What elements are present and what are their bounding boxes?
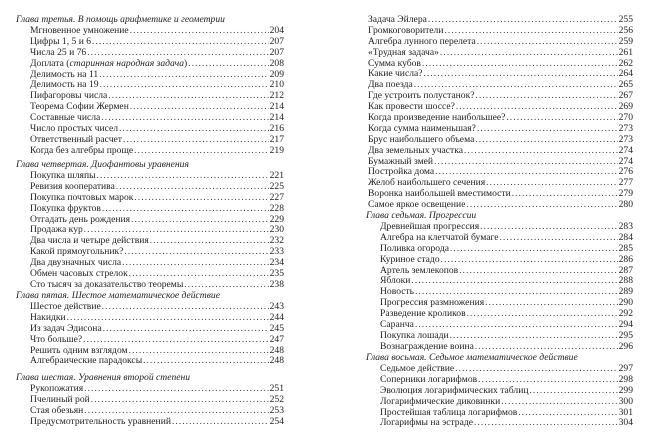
page-number: 285 xyxy=(618,242,633,254)
dot-leader xyxy=(103,323,269,334)
toc-entry xyxy=(368,188,633,199)
entry-title: Из задач Эдисона xyxy=(30,322,102,334)
toc-entry xyxy=(368,123,633,134)
entry-title: Вознаграждение воина xyxy=(380,340,474,352)
toc-entry xyxy=(30,58,284,69)
entry-title: Как провести шоссе? xyxy=(368,101,455,113)
entry-title: Логарифмы на эстраде xyxy=(380,417,473,429)
chapter-6-continued xyxy=(368,14,633,210)
dot-leader xyxy=(477,123,618,134)
toc-entry xyxy=(30,79,284,90)
page-number: 297 xyxy=(618,363,633,374)
entry-title: Решить одним взглядом xyxy=(30,344,128,356)
entry-subtitle: старинная народная задача xyxy=(69,57,185,69)
dot-leader xyxy=(129,268,269,279)
toc-entry xyxy=(380,286,633,297)
toc-entry xyxy=(368,25,633,36)
entry-list xyxy=(366,363,633,428)
dot-leader xyxy=(184,279,268,290)
page-number: 207 xyxy=(269,46,284,58)
dot-leader xyxy=(84,383,268,394)
page-number: 301 xyxy=(618,406,633,418)
chapter-title: Глава восьмая. Седьмое математическое действие xyxy=(366,352,578,363)
page-number: 243 xyxy=(269,301,284,312)
toc-entry xyxy=(368,14,633,25)
toc-entry xyxy=(380,297,633,308)
toc-entry xyxy=(30,394,284,405)
page-number: 229 xyxy=(269,213,284,225)
page-number: 300 xyxy=(618,395,633,407)
entry-title: Саранча xyxy=(380,319,414,331)
toc-entry xyxy=(30,203,284,214)
entry-title: Желоб наибольшего сечения xyxy=(368,177,486,189)
toc-entry xyxy=(30,235,284,246)
page-number: 216 xyxy=(269,123,284,135)
entry-list xyxy=(16,301,284,366)
toc-entry xyxy=(380,254,633,265)
entry-list xyxy=(16,383,284,427)
page-number: 247 xyxy=(269,333,284,345)
chapter-title: Глава седьмая. Прогрессии xyxy=(366,210,477,221)
dot-leader xyxy=(131,214,269,225)
dot-leader xyxy=(130,25,269,36)
dot-leader xyxy=(102,301,269,312)
toc-entry xyxy=(380,221,633,232)
dot-leader xyxy=(415,319,618,330)
page-number: 287 xyxy=(618,264,633,276)
page-number: 251 xyxy=(269,383,284,394)
page-number: 288 xyxy=(618,275,633,287)
entry-title: Цифры 1, 5 и 6 xyxy=(30,35,92,47)
page-number: 261 xyxy=(618,46,633,58)
entry-title: Делимость на 11 xyxy=(30,68,99,80)
dot-leader xyxy=(83,334,268,345)
page-number: 252 xyxy=(269,393,284,405)
dot-leader xyxy=(506,112,617,123)
dot-leader xyxy=(134,192,268,203)
toc-entry xyxy=(30,25,284,36)
entry-title: Постройка дома xyxy=(368,166,435,178)
page-number: 279 xyxy=(618,188,633,200)
toc-entry xyxy=(30,405,284,416)
toc-entry xyxy=(368,79,633,90)
dot-leader xyxy=(424,68,618,79)
toc-entry xyxy=(30,257,284,268)
chapter-title: Глава третья. В помощь арифметике и геометрии xyxy=(16,14,225,25)
toc-entry xyxy=(368,47,633,58)
entry-title: Числа 25 и 76 xyxy=(30,46,87,58)
entry-title: Логарифмические диковинки xyxy=(380,395,501,407)
page-number: 296 xyxy=(618,340,633,352)
entry-title: Делимость на 19 xyxy=(30,79,99,91)
entry-title: Два земельных участка xyxy=(368,144,464,156)
toc-entry xyxy=(30,90,284,101)
dot-leader xyxy=(512,188,618,199)
dot-leader xyxy=(92,36,269,47)
entry-title: Где устроить полустанок? xyxy=(368,90,475,102)
entry-title: Древнейшая прогрессия xyxy=(380,221,480,232)
page-number: 277 xyxy=(618,177,633,189)
entry-title: Брус наибольшего объема xyxy=(368,133,475,145)
toc-entry xyxy=(368,177,633,188)
entry-title: Пчелиный рой xyxy=(30,393,90,405)
dot-leader xyxy=(124,246,268,257)
entry-title: Покупка фруктов xyxy=(30,202,101,214)
entry-title: Когда произведение наибольшее? xyxy=(368,112,506,124)
toc-entry xyxy=(30,123,284,134)
dot-leader xyxy=(411,275,617,286)
dot-leader xyxy=(459,265,617,276)
toc-entry xyxy=(30,268,284,279)
entry-title: Артель землекопов xyxy=(380,264,459,276)
page-number: 204 xyxy=(269,25,284,36)
page-number: 245 xyxy=(269,322,284,334)
page-number: 292 xyxy=(618,308,633,320)
toc-entry xyxy=(30,134,284,145)
entry-title: Два двузначных числа xyxy=(30,257,122,269)
entry-title: Составные числа xyxy=(30,112,101,124)
chapter-7 xyxy=(366,210,633,352)
entry-title: Алгебра лунного перелета xyxy=(368,35,476,47)
dot-leader xyxy=(100,79,269,90)
dot-leader xyxy=(444,25,617,36)
entry-list xyxy=(368,14,633,210)
entry-title: Два числа и четыре действия xyxy=(30,235,149,247)
page-number: 286 xyxy=(618,253,633,265)
dot-leader xyxy=(119,123,269,134)
toc-entry xyxy=(30,312,284,323)
dot-leader xyxy=(529,385,617,396)
toc-entry xyxy=(380,330,633,341)
dot-leader xyxy=(435,166,617,177)
entry-title: Простейшая таблица логарифмов xyxy=(380,406,518,418)
dot-leader xyxy=(123,134,269,145)
dot-leader xyxy=(116,181,269,192)
toc-entry xyxy=(368,58,633,69)
chapter-4 xyxy=(16,159,284,290)
entry-title: Яблоки xyxy=(380,275,411,287)
entry-list xyxy=(16,25,284,156)
entry-title: Шестое действие xyxy=(30,301,101,312)
dot-leader xyxy=(467,308,618,319)
page-number: 230 xyxy=(269,224,284,236)
dot-leader xyxy=(475,341,618,352)
dot-leader xyxy=(450,330,618,341)
page-number: 264 xyxy=(618,68,633,80)
toc-entry xyxy=(30,246,284,257)
page-number: 210 xyxy=(269,79,284,91)
page-number: 235 xyxy=(269,268,284,280)
toc-entry xyxy=(30,69,284,80)
page-number: 228 xyxy=(269,202,284,214)
toc-entry xyxy=(30,224,284,235)
page-number: 289 xyxy=(618,286,633,298)
page-number: 255 xyxy=(618,14,633,25)
page-number: 248 xyxy=(269,355,284,367)
toc-entry xyxy=(368,101,633,112)
page-number: 232 xyxy=(269,235,284,247)
dot-leader xyxy=(428,14,618,25)
toc-entry xyxy=(30,36,284,47)
dot-leader xyxy=(84,405,268,416)
toc-entry xyxy=(368,145,633,156)
page-number: 212 xyxy=(269,90,284,102)
page-number: 280 xyxy=(618,199,633,211)
entry-title: Самое яркое освещение xyxy=(368,199,466,211)
dot-leader xyxy=(130,101,269,112)
page-number: 253 xyxy=(269,404,284,416)
entry-title: Покупка лошади xyxy=(380,329,449,341)
page-number: 298 xyxy=(618,373,633,385)
dot-leader xyxy=(415,286,618,297)
page-number: 276 xyxy=(618,166,633,178)
entry-title: Мгновенное умножение xyxy=(30,25,129,36)
page-number: 217 xyxy=(269,133,284,145)
page-number: 209 xyxy=(269,68,284,80)
dot-leader xyxy=(466,199,617,210)
entry-title: Покупка шляпы xyxy=(30,170,96,181)
entry-title: Предусмотрительность уравнений xyxy=(30,415,171,427)
entry-title: Что больше? xyxy=(30,333,83,345)
toc-entry xyxy=(30,355,284,366)
dot-leader xyxy=(188,58,268,69)
page-number: 221 xyxy=(269,170,284,181)
page-number: 248 xyxy=(269,344,284,356)
page-number: 273 xyxy=(618,122,633,134)
page-number: 284 xyxy=(618,231,633,243)
toc-entry xyxy=(368,156,633,167)
dot-leader xyxy=(422,58,618,69)
page-number: 256 xyxy=(618,24,633,36)
page-number: 295 xyxy=(618,329,633,341)
toc-entry xyxy=(380,417,633,428)
entry-title: Рукопожатия xyxy=(30,383,84,394)
entry-title: Алгебра на клетчатой бумаге xyxy=(380,231,499,243)
right-page xyxy=(330,0,659,444)
dot-leader xyxy=(129,345,269,356)
chapter-8 xyxy=(366,352,633,428)
page-number: 234 xyxy=(269,257,284,269)
entry-title: Сумма кубов xyxy=(368,57,421,69)
entry-title: Число простых чисел xyxy=(30,123,119,135)
dot-leader xyxy=(84,224,269,235)
toc-entry xyxy=(30,47,284,58)
entry-title: Теорема Софии Жермен xyxy=(30,101,129,113)
dot-leader xyxy=(101,112,268,123)
entry-title: Покупка почтовых марок xyxy=(30,191,134,203)
toc-entry xyxy=(30,170,284,181)
toc-entry xyxy=(30,416,284,427)
chapter-6 xyxy=(16,372,284,427)
page-number: 274 xyxy=(618,144,633,156)
toc-entry xyxy=(30,383,284,394)
entry-title: Какие числа? xyxy=(368,68,423,80)
dot-leader xyxy=(440,47,618,58)
dot-leader xyxy=(477,36,618,47)
toc-entry xyxy=(30,145,284,156)
entry-title: Отгадать день рождения xyxy=(30,213,131,225)
dot-leader xyxy=(102,203,269,214)
toc-entry xyxy=(30,112,284,123)
page-number: 225 xyxy=(269,180,284,192)
entry-title: Продажа кур xyxy=(30,224,83,236)
toc-entry xyxy=(380,308,633,319)
entry-list xyxy=(16,170,284,290)
entry-title: Два поезда xyxy=(368,79,413,91)
entry-title: Разведение кроликов xyxy=(380,308,466,320)
dot-leader xyxy=(485,297,617,308)
page-number: 214 xyxy=(269,101,284,113)
toc-entry xyxy=(368,134,633,145)
page-number: 270 xyxy=(618,112,633,124)
entry-title: Соперники логарифмов xyxy=(380,373,478,385)
chapter-3 xyxy=(16,14,284,156)
page-number: 265 xyxy=(618,79,633,91)
chapter-title: Глава шестая. Уравнения второй степени xyxy=(16,372,191,383)
dot-leader xyxy=(501,396,617,407)
toc-entry xyxy=(380,232,633,243)
page-number: 233 xyxy=(269,246,284,258)
entry-title: Эволюция логарифмических таблиц xyxy=(380,384,529,396)
dot-leader xyxy=(450,243,618,254)
dot-leader xyxy=(455,363,617,374)
toc-entry xyxy=(368,36,633,47)
toc-entry xyxy=(30,214,284,225)
dot-leader xyxy=(441,254,618,265)
page-number: 299 xyxy=(618,384,633,396)
page-number: 208 xyxy=(269,57,284,69)
dot-leader xyxy=(478,374,617,385)
entry-title: «Трудная задача» xyxy=(368,46,439,58)
dot-leader xyxy=(172,416,269,427)
entry-title: Обмен часовых стрелок xyxy=(30,268,128,280)
dot-leader xyxy=(108,90,268,101)
toc-entry xyxy=(368,166,633,177)
entry-title: Седьмое действие xyxy=(380,363,455,374)
entry-title: Когда без алгебры проще xyxy=(30,144,134,156)
entry-title: Поливка огорода xyxy=(380,242,449,254)
entry-title: Воронка наибольшей вместимости xyxy=(368,188,511,200)
toc-entry xyxy=(30,192,284,203)
chapter-5 xyxy=(16,290,284,366)
dot-leader xyxy=(91,394,269,405)
entry-list xyxy=(366,221,633,352)
page-number: 274 xyxy=(618,155,633,167)
dot-leader xyxy=(475,134,617,145)
entry-title: Ревизия кооператива xyxy=(30,180,115,192)
dot-leader xyxy=(143,355,268,366)
dot-leader xyxy=(134,145,268,156)
dot-leader xyxy=(474,417,618,428)
page-number: 304 xyxy=(618,417,633,429)
toc-entry xyxy=(30,181,284,192)
toc-entry xyxy=(380,407,633,418)
dot-leader xyxy=(87,47,268,58)
toc-entry xyxy=(380,374,633,385)
chapter-title: Глава четвертая. Диофантовы уравнения xyxy=(16,159,189,170)
toc-entry xyxy=(30,345,284,356)
entry-title: Ответственный расчет xyxy=(30,133,122,145)
entry-title: Стая обезьян xyxy=(30,404,84,416)
page-number: 259 xyxy=(618,35,633,47)
entry-title: Пифагоровы числа xyxy=(30,90,108,102)
toc-entry xyxy=(380,265,633,276)
page-number: 214 xyxy=(269,112,284,124)
dot-leader xyxy=(480,221,617,232)
dot-leader xyxy=(456,101,618,112)
dot-leader xyxy=(476,90,618,101)
dot-leader xyxy=(464,145,618,156)
page-number: 283 xyxy=(618,221,633,232)
dot-leader xyxy=(414,79,618,90)
entry-title: Куриное стадо xyxy=(380,253,440,265)
dot-leader xyxy=(67,312,269,323)
toc-entry xyxy=(30,301,284,312)
page-number: 273 xyxy=(618,133,633,145)
dot-leader xyxy=(434,156,618,167)
toc-entry xyxy=(368,68,633,79)
entry-title: Алгебраические парадоксы xyxy=(30,355,143,367)
page-number: 219 xyxy=(269,144,284,156)
dot-leader xyxy=(486,177,617,188)
toc-entry xyxy=(380,243,633,254)
page-number: 244 xyxy=(269,311,284,323)
toc-entry xyxy=(380,341,633,352)
toc-entry xyxy=(368,90,633,101)
dot-leader xyxy=(518,407,617,418)
entry-title: Прогрессия размножения xyxy=(380,297,485,309)
entry-title: Сто тысяч за доказательство теоремы xyxy=(30,278,184,290)
entry-title: Бумажный змей xyxy=(368,155,434,167)
entry-title: Доплата (старинная народная задача) xyxy=(30,57,188,69)
page-number: 267 xyxy=(618,90,633,102)
page-number: 227 xyxy=(269,191,284,203)
page-number: 290 xyxy=(618,297,633,309)
entry-title: Задача Эйлера xyxy=(368,14,427,25)
dot-leader xyxy=(122,257,268,268)
toc-entry xyxy=(368,199,633,210)
page-number: 294 xyxy=(618,319,633,331)
dot-leader xyxy=(97,170,269,181)
toc-entry xyxy=(380,363,633,374)
entry-title: Накидки xyxy=(30,311,66,323)
toc-entry xyxy=(380,385,633,396)
page-number: 254 xyxy=(269,415,284,427)
toc-entry xyxy=(368,112,633,123)
toc-entry xyxy=(380,396,633,407)
dot-leader xyxy=(99,69,268,80)
dot-leader xyxy=(500,232,618,243)
entry-title: Новость xyxy=(380,286,415,298)
page-number: 238 xyxy=(269,278,284,290)
entry-title: Громкоговорители xyxy=(368,24,444,36)
page-number: 269 xyxy=(618,101,633,113)
page-number: 262 xyxy=(618,57,633,69)
entry-title: Когда сумма наименьшая? xyxy=(368,122,476,134)
chapter-title: Глава пятая. Шестое математическое действие xyxy=(16,290,220,301)
toc-entry xyxy=(30,323,284,334)
entry-title: Какой прямоугольник? xyxy=(30,246,124,258)
page-number: 207 xyxy=(269,35,284,47)
toc-entry xyxy=(30,279,284,290)
toc-entry xyxy=(380,319,633,330)
toc-entry xyxy=(30,101,284,112)
toc-entry xyxy=(30,334,284,345)
dot-leader xyxy=(150,235,269,246)
toc-entry xyxy=(380,275,633,286)
